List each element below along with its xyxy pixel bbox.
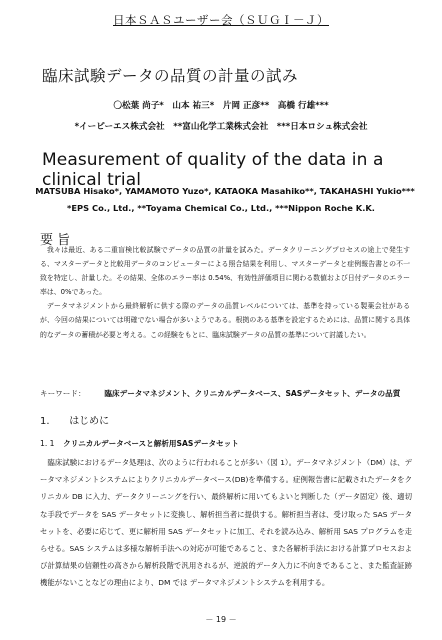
keywords-label: キーワード： [40,389,86,398]
affiliations-english: *EPS Co., Ltd., **Toyama Chemical Co., Ltd., ***Nippon Roche K.K. [67,203,375,213]
society-header: 日本ＳＡＳユーザー会（ＳＵＧＩ－Ｊ） [113,13,329,27]
section-heading [40,412,109,427]
affiliations-japanese: *イーピーエス株式会社 **富山化学工業株式会社 ***日本ロシュ株式会社 [74,122,368,132]
authors-english: MATSUBA Hisako*, YAMAMOTO Yuzo*, KATAOKA Masahiko**, TAKAHASHI Yukio*** [35,186,415,196]
authors-japanese: 〇松葉 尚子* 山本 祐三* 片岡 正彦** 高橋 行雄*** [113,101,329,111]
section-body [40,454,412,592]
abstract-body [40,243,410,342]
keywords-value: 臨床データマネジメント、クリニカルデータベース、SASデータセット、データの品質 [104,389,401,398]
abstract-paragraph: データマネジメントから最終解析に供する際のデータの品質レベルについては、基準を持っている製薬会社があるが、今回の結果については明確でない場合が多いようである。根拠のある基準を設定するためには、品質に関する具体的なデータの蓄積が必要と考える。この経験をもとに、臨床試験データの品質の基準について討議したい。 [40,302,410,339]
abstract-heading: 要 旨 [40,233,71,248]
section-paragraph: 臨床試験におけるデータ処理は、次のように行われることが多い（図 1）。データマネジメント（DM）は、データマネジメントシステムによりクリニカルデータベース(DB)を準備する。症例報告書に記載されたデータをクリニカル DB に入力、データクリーニングを行い、最終解析に用いてもよいと判断した（データ固定）後、適切な手段でデータを SAS データセットに変換し、解析担当者に提供する。解析担当者は、受け取った SAS データセットを、必要に応じて、更に解析用 SAS データセットに加工、それを読み込み、解析用 SAS プログラムを走らせる。SAS システムは多様な解析手法への対応が可能であること、また各解析手法における計算プロセスおよび計算結果の信頼性の高さから解析段階で汎用されるが、逆説的データ入力に不向きであること、また監査証跡機能がないことなどの理由により、DM では データマネジメントシステムを利用する。 [40,458,412,588]
subsection-number: 1. 1 [40,439,55,448]
abstract-paragraph: 我々は最近、ある二重盲検比較試験でデータの品質の計量を試みた。データクリーニングプロセスの途上で発生する、マスターデータと比較用データのコンピューターによる照合結果を利用し、マスターデータと症例報告書との不一致を特定し、計量した。その結果、全体のエラー率は 0.54%、有効性評価項目に関わる数値および日付データのエラー率は、0%であった。 [40,246,410,297]
title-english: Measurement of quality of the data in a clinical trial [42,150,384,190]
section-title: はじめに [69,416,110,427]
subsection-heading [40,438,239,449]
section-number: 1. [40,416,50,427]
title-japanese: 臨床試験データの品質の計量の試み [42,67,299,85]
page-number: － 19 － [205,615,237,624]
subsection-title: クリニカルデータベースと解析用SASデータセット [63,439,239,448]
keywords-line [40,388,420,399]
